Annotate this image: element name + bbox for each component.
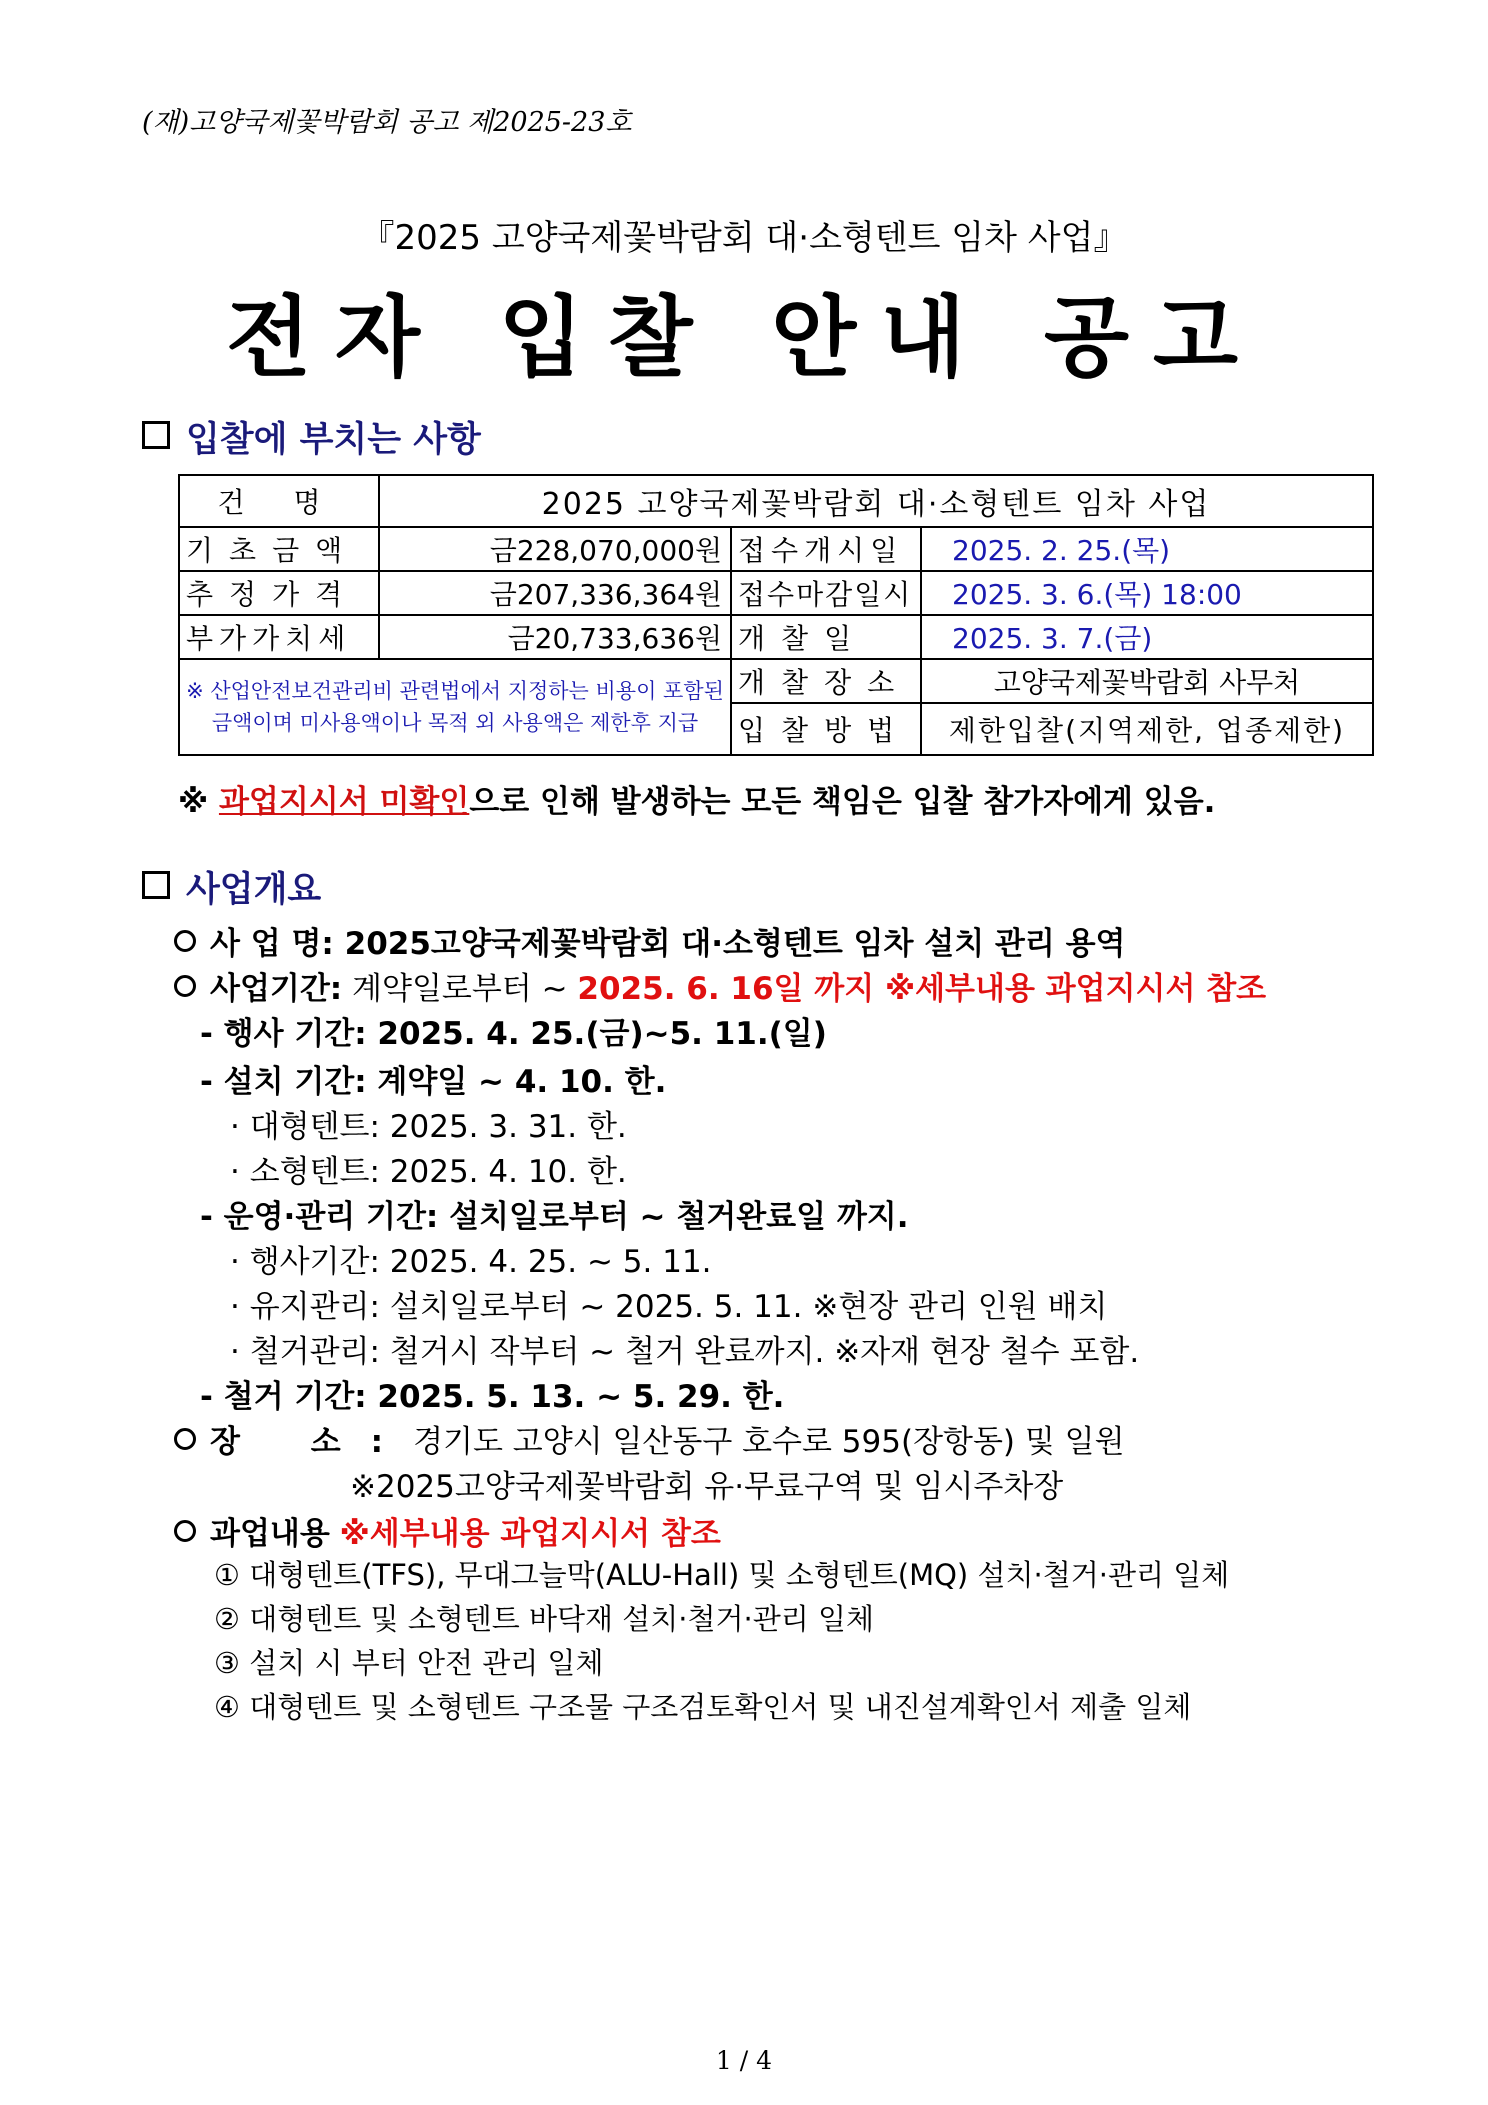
name-value: 2025 고양국제꽃박람회 대·소형텐트 임차 사업	[379, 475, 1373, 527]
opening-place-value: 고양국제꽃박람회 사무처	[921, 659, 1373, 703]
operation-event: · 행사기간: 2025. 4. 25. ~ 5. 11.	[230, 1244, 712, 1280]
square-bullet-icon	[142, 871, 170, 899]
operation-removal: · 철거관리: 철거시 작부터 ~ 철거 완료까지. ※자재 현장 철수 포함.	[230, 1334, 1140, 1370]
task-item: ② 대형텐트 및 소형텐트 바닥재 설치·철거·관리 일체	[214, 1602, 875, 1636]
circle-bullet-icon	[174, 975, 196, 997]
bid-method-value: 제한입찰(지역제한, 업종제한)	[921, 703, 1373, 755]
project-period-line: 사업기간: 계약일로부터 ~ 2025. 6. 16일 까지 ※세부내용 과업지시서 참조	[174, 963, 1266, 1008]
estimated-price-label: 추정가격	[179, 571, 379, 615]
vat-value: 금20,733,636원	[379, 615, 731, 659]
safety-cost-note: ※ 산업안전보건관리비 관련법에서 지정하는 비용이 포함된 금액이며 미사용액이나 목적 외 사용액은 제한후 지급	[179, 659, 731, 755]
task-item: ④ 대형텐트 및 소형텐트 구조물 구조검토확인서 및 내진설계확인서 제출 일체	[214, 1690, 1192, 1724]
task-item: ① 대형텐트(TFS), 무대그늘막(ALU-Hall) 및 소형텐트(MQ) 설치·철거·관리 일체	[214, 1558, 1230, 1592]
removal-period: - 철거 기간: 2025. 5. 13. ~ 5. 29. 한.	[200, 1379, 785, 1415]
install-large-tent: · 대형텐트: 2025. 3. 31. 한.	[230, 1109, 627, 1145]
opening-place-label: 개찰장소	[731, 659, 921, 703]
bid-info-table	[178, 474, 1374, 756]
project-subtitle: 『2025 고양국제꽃박람회 대·소형텐트 임차 사업』	[360, 218, 1128, 258]
circle-bullet-icon	[174, 930, 196, 952]
event-period: - 행사 기간: 2025. 4. 25.(금)~5. 11.(일)	[200, 1016, 827, 1052]
opening-date-value: 2025. 3. 7.(금)	[921, 615, 1373, 659]
opening-date-label: 개찰일	[731, 615, 921, 659]
section-overview-heading: 사업개요	[142, 862, 321, 912]
receipt-start-label: 접수개시일	[731, 527, 921, 571]
tasks-line: 과업내용 ※세부내용 과업지시서 참조	[174, 1508, 721, 1553]
receipt-deadline-value: 2025. 3. 6.(목) 18:00	[921, 571, 1373, 615]
name-label: 건 명	[179, 475, 379, 527]
page-number: 1 / 4	[715, 2046, 773, 2075]
operation-maintenance: · 유지관리: 설치일로부터 ~ 2025. 5. 11. ※현장 관리 인원 배치	[230, 1289, 1108, 1325]
warning-highlight: 과업지시서 미확인	[218, 784, 470, 820]
page-title: 전자 입찰 안내 공고	[226, 286, 1262, 389]
section-bid-items-heading: 입찰에 부치는 사항	[142, 412, 481, 462]
operation-period: - 운영·관리 기간: 설치일로부터 ~ 철거완료일 까지.	[200, 1199, 909, 1235]
estimated-price-value: 금207,336,364원	[379, 571, 731, 615]
receipt-start-value: 2025. 2. 25.(목)	[921, 527, 1373, 571]
notice-number: (재)고양국제꽃박람회 공고 제2025-23호	[142, 107, 632, 138]
circle-bullet-icon	[174, 1520, 196, 1542]
square-bullet-icon	[142, 421, 170, 449]
bid-method-label: 입찰방법	[731, 703, 921, 755]
circle-bullet-icon	[174, 1428, 196, 1450]
location-line: 장 소:경기도 고양시 일산동구 호수로 595(장항동) 및 일원	[174, 1416, 1125, 1461]
task-item: ③ 설치 시 부터 안전 관리 일체	[214, 1646, 604, 1680]
install-period: - 설치 기간: 계약일 ~ 4. 10. 한.	[200, 1064, 667, 1100]
project-name-line: 사 업 명: 2025고양국제꽃박람회 대·소형텐트 임차 설치 관리 용역	[174, 918, 1126, 963]
base-amount-value: 금228,070,000원	[379, 527, 731, 571]
receipt-deadline-label: 접수마감일시	[731, 571, 921, 615]
base-amount-label: 기초금액	[179, 527, 379, 571]
vat-label: 부가가치세	[179, 615, 379, 659]
liability-warning: ※ 과업지시서 미확인으로 인해 발생하는 모든 책임은 입찰 참가자에게 있음.	[178, 784, 1216, 820]
install-small-tent: · 소형텐트: 2025. 4. 10. 한.	[230, 1154, 627, 1190]
location-note: ※2025고양국제꽃박람회 유·무료구역 및 임시주차장	[350, 1469, 1064, 1505]
